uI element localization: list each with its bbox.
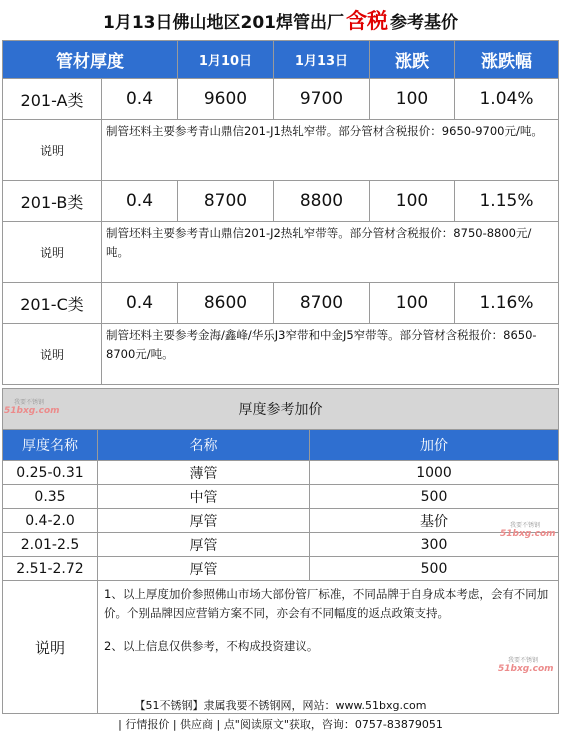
table-row [3, 485, 559, 509]
name-cell: 厚管 [98, 509, 310, 533]
pct-cell: 1.04% [455, 79, 559, 120]
change-cell: 100 [370, 181, 455, 222]
prev-price-cell: 8700 [178, 181, 274, 222]
header-name: 名称 [98, 430, 310, 461]
header-prev-date: 1月10日 [178, 41, 274, 79]
note-text [98, 581, 559, 714]
watermark-logo: 我要不锈钢 51bxg.com [500, 522, 556, 539]
note-label: 说明 [3, 581, 98, 714]
note-label: 说明 [3, 120, 102, 181]
title-highlight: 含税 [345, 9, 388, 33]
note-text: 制管坯料主要参考青山鼎信201-J2热轧窄带等。部分管材含税报价：8750-8800元/吨。 [102, 222, 559, 283]
note-text: 制管坯料主要参考青山鼎信201-J1热轧窄带。部分管材含税报价：9650-9700元/吨。 [102, 120, 559, 181]
range-cell: 0.25-0.31 [3, 461, 98, 485]
curr-price-cell: 8700 [274, 283, 370, 324]
note-item-2: 2、以上信息仅供参考，不构成投资建议。 [104, 639, 319, 653]
change-cell: 100 [370, 79, 455, 120]
pct-cell: 1.15% [455, 181, 559, 222]
note-row [3, 324, 559, 385]
header-range: 厚度名称 [3, 430, 98, 461]
prev-price-cell: 9600 [178, 79, 274, 120]
name-cell: 厚管 [98, 557, 310, 581]
range-cell: 2.51-2.72 [3, 557, 98, 581]
page-title [0, 0, 561, 40]
change-cell: 100 [370, 283, 455, 324]
table-row [3, 79, 559, 120]
thickness-cell: 0.4 [102, 79, 178, 120]
range-cell: 2.01-2.5 [3, 533, 98, 557]
grade-cell: 201-B类 [3, 181, 102, 222]
range-cell: 0.35 [3, 485, 98, 509]
thickness-cell: 0.4 [102, 181, 178, 222]
prev-price-cell: 8600 [178, 283, 274, 324]
grade-cell: 201-A类 [3, 79, 102, 120]
header-change-pct: 涨跌幅 [455, 41, 559, 79]
footer-line-1: 【51不锈钢】隶属我要不锈钢网，网站：www.51bxg.com [134, 699, 427, 712]
table-row [3, 509, 559, 533]
thickness-table [2, 388, 559, 714]
add-cell: 500 [310, 485, 559, 509]
add-cell: 1000 [310, 461, 559, 485]
table-row [3, 283, 559, 324]
table-row [3, 557, 559, 581]
table-row [3, 533, 559, 557]
header-add: 加价 [310, 430, 559, 461]
price-table [2, 40, 559, 385]
note-row [3, 120, 559, 181]
header-change: 涨跌 [370, 41, 455, 79]
name-cell: 厚管 [98, 533, 310, 557]
section-title: 厚度参考加价 [3, 389, 559, 430]
watermark-logo: 我要不锈钢 51bxg.com [498, 657, 554, 674]
note-row [3, 581, 559, 714]
table-row [3, 461, 559, 485]
price-table-header [3, 41, 559, 79]
note-item-1: 1、以上厚度加价参照佛山市场大部份管厂标准，不同品牌于自身成本考虑，会有不同加价。个别品牌因应营销方案不同，亦会有不同幅度的返点政策支持。 [104, 587, 549, 620]
note-label: 说明 [3, 222, 102, 283]
curr-price-cell: 9700 [274, 79, 370, 120]
add-cell: 基价 [310, 509, 559, 533]
title-suffix: 参考基价 [389, 12, 458, 33]
title-prefix: 1月13日佛山地区201焊管出厂 [103, 12, 344, 33]
name-cell: 薄管 [98, 461, 310, 485]
add-cell: 300 [310, 533, 559, 557]
add-cell: 500 [310, 557, 559, 581]
thickness-table-header [3, 430, 559, 461]
section-header [3, 389, 559, 430]
pct-cell: 1.16% [455, 283, 559, 324]
note-row [3, 222, 559, 283]
watermark-logo: 我要不锈钢 51bxg.com [4, 399, 60, 416]
header-thickness: 管材厚度 [3, 41, 178, 79]
curr-price-cell: 8800 [274, 181, 370, 222]
footer [0, 696, 561, 739]
note-label: 说明 [3, 324, 102, 385]
table-row [3, 181, 559, 222]
name-cell: 中管 [98, 485, 310, 509]
note-text: 制管坯料主要参考金海/鑫峰/华乐J3窄带和中金J5窄带等。部分管材含税报价：8650-8700元/吨。 [102, 324, 559, 385]
grade-cell: 201-C类 [3, 283, 102, 324]
footer-line-2: | 行情报价 | 供应商 | 点"阅读原文"获取，咨询：0757-83879051 [118, 718, 443, 731]
range-cell: 0.4-2.0 [3, 509, 98, 533]
header-curr-date: 1月13日 [274, 41, 370, 79]
thickness-cell: 0.4 [102, 283, 178, 324]
